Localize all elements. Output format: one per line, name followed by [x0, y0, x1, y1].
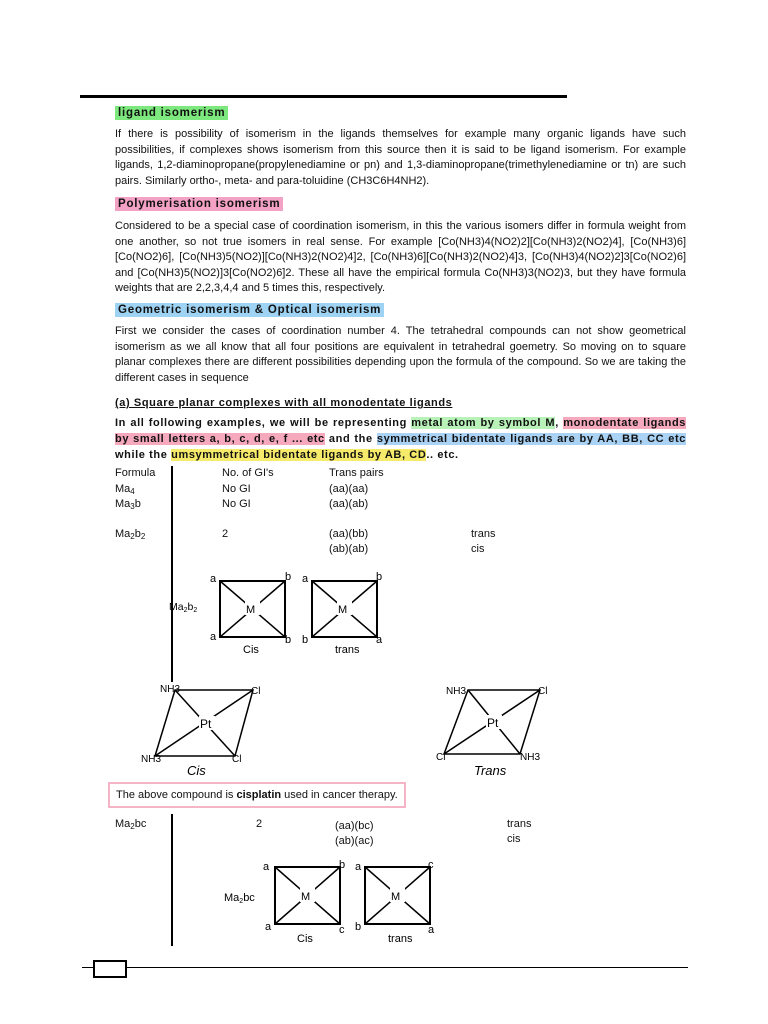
table-row-label: cis — [471, 543, 485, 555]
intro-part-5: .. etc. — [426, 449, 459, 461]
table-row-gi: 2 — [222, 528, 229, 540]
metal-symbol: Pt — [487, 716, 499, 730]
intro-part-4: while the — [115, 449, 172, 461]
note-text: used in cancer therapy. — [281, 789, 398, 801]
subheading-square-planar — [115, 395, 686, 411]
isomer-caption: Cis — [243, 644, 259, 656]
cis-square — [210, 571, 291, 656]
note-bold: cisplatin — [236, 789, 282, 801]
ligand-label: NH3 — [141, 754, 162, 765]
cis-square — [263, 859, 345, 945]
ligand-label: Cl — [232, 754, 242, 765]
intro-part-3: and the — [324, 433, 377, 445]
intro-part-2: , — [555, 417, 564, 429]
ligand-label: a — [265, 921, 272, 933]
metal-symbol: M — [301, 891, 311, 903]
cisplatin-trans-diagram — [428, 678, 578, 778]
ligand-label: b — [355, 921, 362, 933]
intro-part-1: In all following examples, we will be representing — [115, 417, 412, 429]
table-row-pairs: (aa)(bc) — [335, 820, 374, 832]
isomer-caption: Cis — [187, 763, 206, 778]
isomer-caption: Trans — [474, 763, 507, 778]
ligand-label: NH3 — [446, 686, 467, 697]
table-row-pairs: (aa)(aa) — [329, 483, 369, 495]
paragraph-polymer — [115, 219, 686, 297]
section-heading-geometric: Geometric isomerism & Optical isomerism — [115, 303, 384, 317]
table-row-formula: $Ma_3b$ — [115, 498, 141, 511]
ligand-label: a — [210, 631, 217, 643]
paragraph-geometric — [115, 324, 686, 386]
ligand-label: c — [428, 859, 434, 871]
top-rule — [80, 95, 567, 98]
section-heading-polymer: Polymerisation isomerism — [115, 197, 283, 211]
ligand-label: b — [376, 571, 383, 583]
ligand-label: a — [263, 861, 270, 873]
ligand-label: Cl — [251, 686, 261, 697]
ligand-label: a — [376, 634, 383, 646]
section-heading-ligand: ligand isomerism — [115, 106, 228, 120]
ligand-label: b — [302, 634, 309, 646]
table-header-gi: No. of GI's — [222, 467, 274, 479]
metal-symbol: M — [391, 891, 401, 903]
diagram-label: Ma2bc — [224, 892, 255, 905]
table-row-gi: 2 — [256, 818, 263, 830]
ligand-label: a — [428, 924, 435, 936]
table-header-pairs: Trans pairs — [329, 467, 384, 479]
page-number-box — [93, 960, 127, 978]
paragraph-ligand-text: If there is possibility of isomerism in the ligands themselves for example many organic ligands have such possibilities, if complexes shows isomerism from this source then it is said to be ligand isomerism. For example ligands, 1,2-diaminopropane(propylenediamine or pn) and 1,3-diaminopropane(trimethylenediamine or tn) are such pairs. Similarly ortho-, meta- and para-toluidine (CH3C6H4NH2). — [115, 128, 686, 187]
ligand-label: a — [302, 573, 309, 585]
isomer-caption: trans — [388, 933, 413, 945]
diagram-label: Ma2b2 — [169, 601, 198, 614]
paragraph-polymer-text: Considered to be a special case of coordination isomerism, in this the various isomers differ in formula weight from one another, so not true isomers in real sense. For example [Co(NH3)4(NO2)2][Co(NH3)2(NO2)4], [Co(NH3)6][Co(NO2)6], [Co(NH3)5(NO2)][Co(NH3)2(NO2)4]2, [Co(NH3)6][Co(NH3)2(NO2)4]3, [Co(NH3)4(NO2)2]3[Co(NO2)6] and [Co(NH3)5(NO2)]3[Co(NO2)6]2. These all have the empirical formula Co(NH3)3(NO2)3, but they have formula weights that are 2,2,3,4,4 and 5 times this, respectively. — [115, 220, 686, 295]
ligand-label: c — [339, 924, 345, 936]
cisplatin-note — [108, 782, 406, 808]
paragraph-geometric-text: First we consider the cases of coordination number 4. The tetrahedral compounds can not show geometrical isomerism as we all know that all four positions are equivalent in tetrahedral goemetry. So moving on to square planar complexes there are different possibilities depending upon the formula of the compound. So we are taking the different cases in sequence — [115, 325, 686, 384]
table-row-formula: $Ma_2bc$ — [115, 818, 147, 831]
table-row-label: cis — [507, 833, 521, 845]
trans-square — [302, 571, 383, 656]
metal-symbol: Pt — [200, 717, 212, 731]
table-row-formula: $Ma_4$ — [115, 483, 135, 496]
table-row-pairs: (aa)(bb) — [329, 528, 369, 540]
ligand-label: b — [285, 571, 292, 583]
ligand-label: Cl — [436, 752, 446, 763]
table-row-label: trans — [507, 818, 532, 830]
ligand-label: Cl — [538, 686, 548, 697]
intro-paragraph — [115, 415, 686, 463]
highlight-symmetrical: symmetrical bidentate ligands are by AA, BB, CC etc — [376, 433, 686, 445]
ligand-label: NH3 — [520, 752, 541, 763]
table-row-pairs: (ab)(ab) — [329, 543, 369, 555]
table-vertical-rule — [171, 814, 173, 946]
table-row-pairs: (aa)(ab) — [329, 498, 369, 510]
ligand-label: NH3 — [160, 684, 181, 695]
subheading-text: (a) Square planar complexes with all monodentate ligands — [115, 397, 453, 409]
ligand-label: b — [339, 859, 346, 871]
table-row-gi: No GI — [222, 498, 251, 510]
ligand-label: a — [210, 573, 217, 585]
isomer-caption: Cis — [297, 933, 313, 945]
ma2bc-diagram — [222, 856, 442, 948]
table-row-gi: No GI — [222, 483, 251, 495]
highlight-unsymmetrical: umsymmetrical bidentate ligands by AB, CD — [171, 449, 427, 461]
table-header-formula: Formula — [115, 467, 156, 479]
table-row-pairs: (ab)(ac) — [335, 835, 374, 847]
isomer-caption: trans — [335, 644, 360, 656]
bottom-rule — [82, 967, 688, 968]
paragraph-ligand — [115, 127, 686, 189]
table-row-formula: $Ma_2b_2$ — [115, 528, 146, 541]
ligand-label: b — [285, 634, 292, 646]
highlight-metal-atom: metal atom by symbol M — [411, 417, 556, 429]
table-row-label: trans — [471, 528, 496, 540]
highlight-monodentate: monodentate ligands by small letters a, b, c, d, e, f ... etc — [115, 417, 687, 445]
trans-square — [355, 859, 435, 945]
ligand-label: a — [355, 861, 362, 873]
cisplatin-cis-diagram — [135, 678, 285, 778]
ma2b2-diagram — [165, 568, 405, 662]
metal-symbol: M — [338, 604, 348, 616]
metal-symbol: M — [246, 604, 256, 616]
note-text: The above compound is — [116, 789, 237, 801]
